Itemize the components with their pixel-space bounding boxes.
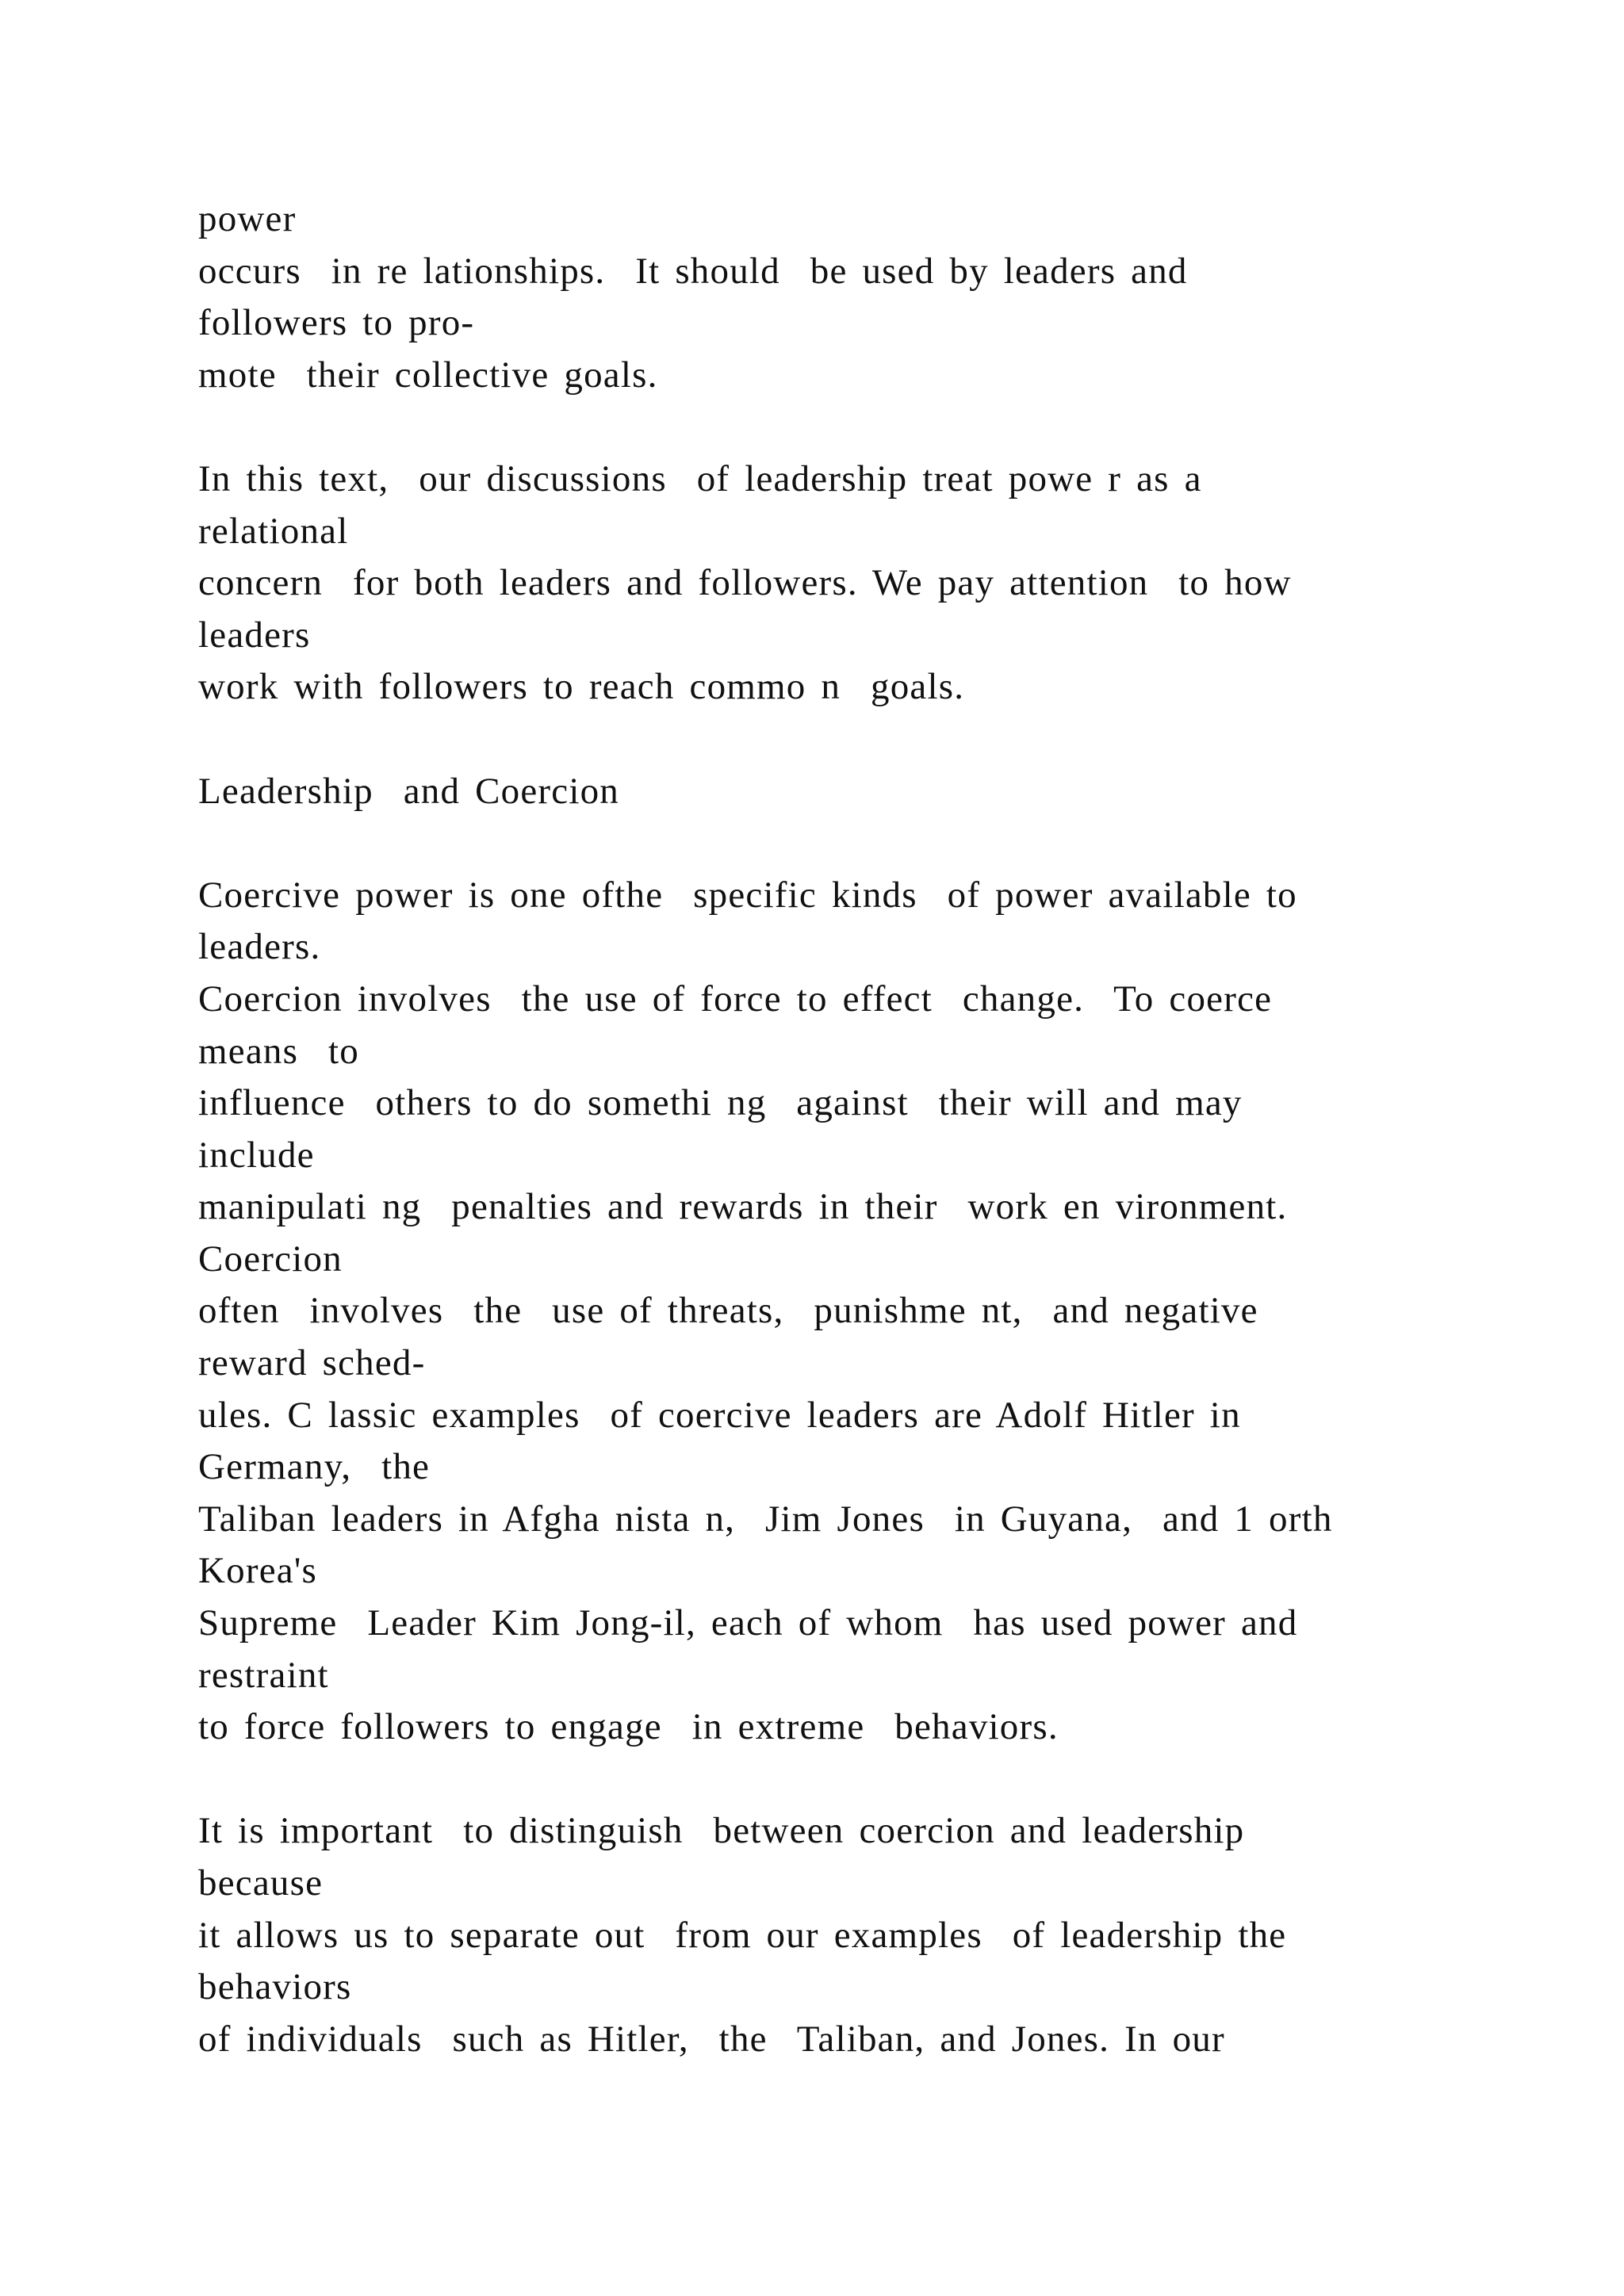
text-line: followers to pro- (198, 302, 475, 344)
text-line: because (198, 1862, 324, 1904)
text-line: leaders. (198, 926, 321, 968)
text-line: Coercion involves the use of force to effect change. To coerce (198, 978, 1273, 1020)
text-line: ules. C lassic examples of coercive leaders are Adolf Hitler in (198, 1394, 1241, 1436)
text-line: Coercion (198, 1238, 343, 1280)
text-line: Korea's (198, 1550, 317, 1592)
text-line: means to (198, 1030, 359, 1072)
text-line: Supreme Leader Kim Jong-il, each of whom has used power and (198, 1602, 1298, 1644)
text-line: include (198, 1134, 315, 1176)
blank-line (198, 1754, 1546, 1806)
text-line: Taliban leaders in Afgha nista n, Jim Jones in Guyana, and 1 orth (198, 1498, 1333, 1540)
text-line: behaviors (198, 1966, 352, 2008)
text-line: manipulati ng penalties and rewards in their work en vironment. (198, 1186, 1288, 1228)
text-line: restraint (198, 1654, 329, 1696)
text-line: of individuals such as Hitler, the Taliban, and Jones. In our (198, 2018, 1225, 2060)
text-line: influence others to do somethi ng against their will and may (198, 1082, 1243, 1124)
blank-line (198, 714, 1546, 766)
blank-line (198, 817, 1546, 870)
text-line: Germany, the (198, 1446, 431, 1488)
text-line: mote their collective goals. (198, 354, 658, 396)
text-line: relational (198, 510, 349, 552)
text-line: occurs in re lationships. It should be used by leaders and (198, 250, 1188, 292)
text-line: it allows us to separate out from our examples of leadership the (198, 1914, 1287, 1956)
text-line: to force followers to engage in extreme behaviors. (198, 1706, 1059, 1748)
text-line: power (198, 198, 297, 239)
text-line: Coercive power is one ofthe specific kinds of power available to (198, 874, 1297, 916)
text-line: In this text, our discussions of leadership treat powe r as a (198, 457, 1202, 499)
text-line: concern for both leaders and followers. We pay attention to how (198, 562, 1292, 604)
section-heading: Leadership and Coercion (198, 770, 619, 812)
blank-line (198, 401, 1546, 453)
text-line: reward sched- (198, 1342, 426, 1384)
body-text (198, 193, 1546, 2065)
text-line: leaders (198, 614, 311, 656)
text-line: It is important to distinguish between coercion and leadership (198, 1810, 1245, 1852)
text-line: often involves the use of threats, punishme nt, and negative (198, 1290, 1258, 1332)
text-line: work with followers to reach commo n goals. (198, 666, 965, 708)
